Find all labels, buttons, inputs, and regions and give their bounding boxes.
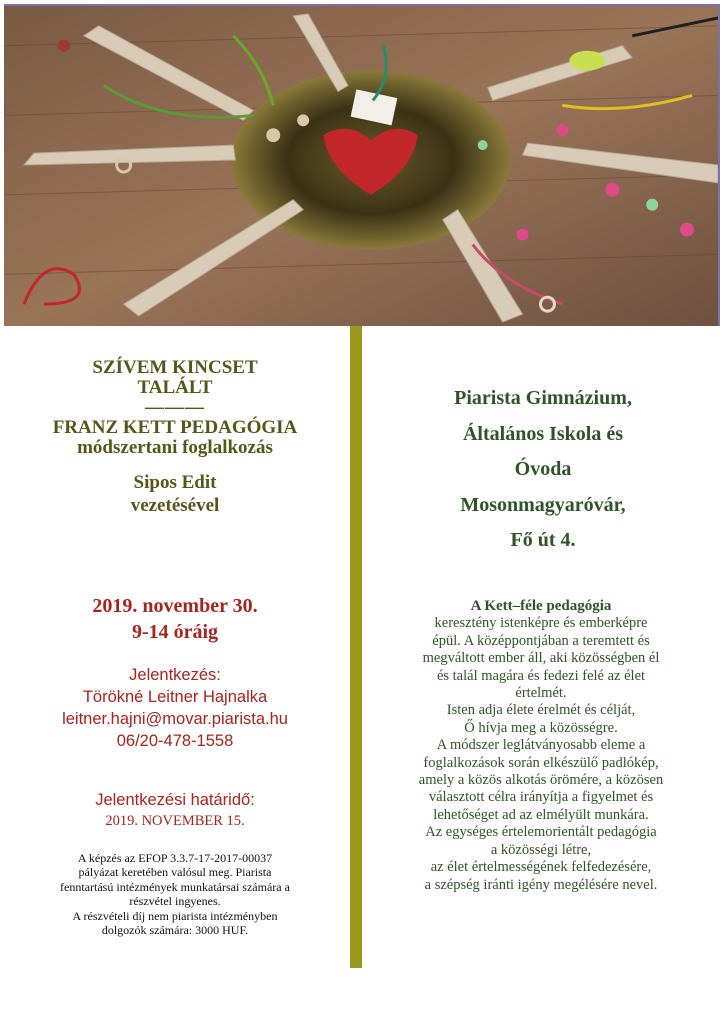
presenter-block — [0, 471, 350, 517]
deadline-label: Jelentkezési határidő: — [95, 791, 255, 809]
method-line: és talál magára és fedezi felé az élet — [436, 667, 646, 684]
event-date-block — [0, 593, 350, 645]
registration-block — [0, 664, 350, 752]
registration-label: Jelentkezés: — [129, 666, 221, 684]
mandala-floor-image — [4, 4, 720, 326]
funding-line: fenntartású intézmények munkatársai számára a — [60, 879, 290, 894]
method-line: lehetőséget ad az elmélyült munkára. — [433, 806, 649, 823]
floor-picture-icon — [4, 6, 718, 326]
registration-email[interactable]: leitner.hajni@movar.piarista.hu — [62, 710, 288, 728]
method-line: A módszer leglátványosabb eleme a — [436, 737, 646, 754]
school-line: Mosonmagyaróvár, — [460, 493, 626, 516]
method-title: A Kett–féle pedagógia — [470, 598, 612, 614]
funding-line: dolgozók számára: 3000 HUF. — [101, 923, 249, 938]
school-line: Piarista Gimnázium, — [454, 387, 632, 409]
method-line: foglalkozások során elkészülő padlókép, — [423, 754, 659, 771]
funding-line: A részvételi díj nem piarista intézményben — [72, 908, 278, 923]
deadline-date: 2019. NOVEMBER 15. — [105, 813, 245, 829]
funding-line: A képzés az EFOP 3.3.7-17-2017-00037 — [77, 851, 273, 865]
event-time: 9-14 óráig — [131, 621, 219, 643]
method-description — [366, 598, 716, 894]
program-line2: módszertani foglalkozás — [77, 437, 273, 458]
presenter-role: vezetésével — [130, 495, 220, 516]
registration-phone: 06/20-478-1558 — [116, 732, 234, 750]
program-line1: FRANZ KETT PEDAGÓGIA — [52, 417, 298, 438]
title-dash: ——— — [145, 397, 205, 418]
method-line: a szépség iránti igény megélésére nevel. — [424, 876, 658, 893]
method-line: az élet értelmességének felfedezésére, — [430, 859, 652, 876]
method-line: Az egységes értelemorientált pedagógia — [425, 824, 657, 841]
funding-line: részvétel ingyenes. — [129, 894, 221, 909]
funding-note — [40, 851, 310, 937]
event-title-line1: SZÍVEM KINCSET — [92, 357, 258, 378]
method-line: a közösségi létre, — [490, 841, 592, 858]
event-title-line2: TALÁLT — [137, 377, 213, 398]
school-line: Általános Iskola és — [462, 422, 624, 445]
school-line: Fő út 4. — [510, 529, 576, 551]
method-line: Ő hívja meg a közösségre. — [464, 719, 618, 736]
method-line: megváltott ember áll, aki közösségben él — [422, 650, 660, 667]
method-line: amely a közös alkotás örömére, a közösen — [418, 772, 664, 789]
column-divider — [350, 326, 362, 968]
method-line: értelmét. — [515, 685, 567, 702]
method-line: keresztény istenképre és emberképre — [434, 615, 648, 632]
registration-contact-name: Törökné Leitner Hajnalka — [82, 688, 268, 706]
deadline-block — [0, 790, 350, 832]
funding-line: pályázat keretében valósul meg. Piarista — [78, 865, 272, 880]
presenter-name: Sipos Edit — [133, 472, 217, 493]
method-line: épül. A középpontjában a teremtett és — [432, 632, 650, 649]
event-date: 2019. november 30. — [92, 595, 258, 617]
school-address-block — [362, 381, 724, 559]
school-line: Óvoda — [514, 458, 572, 480]
method-line: választott célra irányítja a figyelmet és — [428, 789, 654, 806]
method-line: Isten adja élete érelmét és célját, — [446, 702, 636, 719]
event-title-block — [0, 358, 350, 458]
